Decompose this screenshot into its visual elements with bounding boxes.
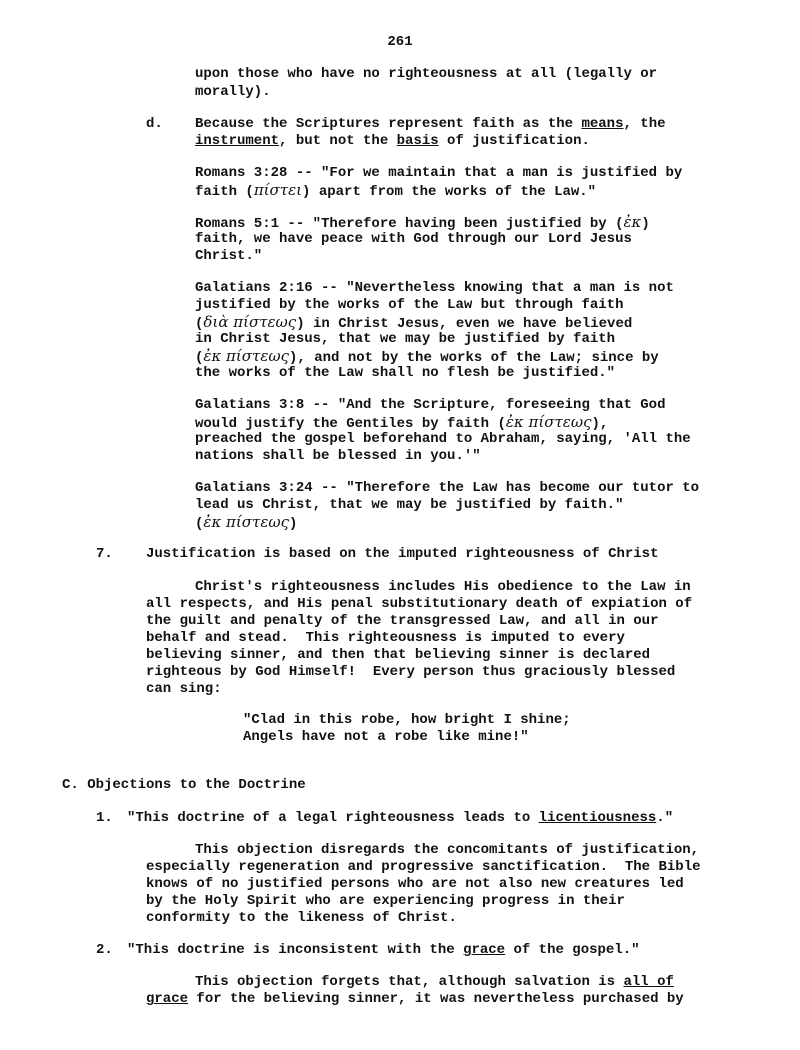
quote-line: (ἐκ πίστεως), and not by the works of the Law; since by [195,347,659,366]
paragraph-line: all respects, and His penal substitutionary death of expiation of [146,596,693,612]
greek-text: ἐκ πίστεως [505,413,592,431]
underlined-word: means [581,116,624,132]
quote-line: Romans 5:1 -- "Therefore having been justified by (ἐκ) [195,213,650,232]
quote-line: Galatians 3:24 -- "Therefore the Law has become our tutor to [195,480,700,496]
objection-marker-1: 1. [96,810,113,826]
underlined-word: all of [623,974,674,990]
paragraph-line: upon those who have no righteousness at all (legally or [195,66,658,82]
paragraph-line: behalf and stead. This righteousness is imputed to every [146,630,625,646]
quote-line: would justify the Gentiles by faith (ἐκ πίστεως), [195,413,609,432]
paragraph-line: grace for the believing sinner, it was nevertheless purchased by [146,991,684,1007]
greek-text: ἐκ πίστεως [203,347,290,365]
greek-text: διὰ πίστεως [203,313,297,331]
paragraph-line: believing sinner, and then that believing sinner is declared [146,647,651,663]
item-marker-7: 7. [96,546,113,562]
item-d-line: instrument, but not the basis of justification. [195,133,590,149]
quote-line: lead us Christ, that we may be justified by faith." [195,497,624,513]
objection-2-text: "This doctrine is inconsistent with the grace of the gospel." [127,942,640,958]
quote-line: faith (πίστει) apart from the works of the Law." [195,181,597,200]
quote-line: (διὰ πίστεως) in Christ Jesus, even we have believed [195,313,633,332]
page-number: 261 [387,34,413,50]
paragraph-line: This objection forgets that, although salvation is all of [195,974,674,990]
objection-1-text: "This doctrine of a legal righteousness leads to licentiousness." [127,810,674,826]
quote-line: in Christ Jesus, that we may be justified by faith [195,331,616,347]
item-d-line: Because the Scriptures represent faith as the means, the [195,116,666,132]
paragraph-line: This objection disregards the concomitants of justification, [195,842,700,858]
hymn-line: Angels have not a robe like mine!" [243,729,529,745]
paragraph-line: especially regeneration and progressive sanctification. The Bible [146,859,701,875]
quote-line: Galatians 2:16 -- "Nevertheless knowing that a man is not [195,280,674,296]
quote-line: the works of the Law shall no flesh be justified." [195,365,616,381]
paragraph-line: by the Holy Spirit who are experiencing progress in their [146,893,625,909]
quote-line: (ἐκ πίστεως) [195,513,298,532]
item-7-heading: Justification is based on the imputed righteousness of Christ [146,546,659,562]
greek-text: πίστει [253,181,303,199]
quote-line: Galatians 3:8 -- "And the Scripture, foreseeing that God [195,397,666,413]
quote-line: faith, we have peace with God through our Lord Jesus [195,231,632,247]
greek-text: ἐκ [623,213,642,231]
quote-line: preached the gospel beforehand to Abraham, saying, 'All the [195,431,691,447]
paragraph-line: the guilt and penalty of the transgressed Law, and all in our [146,613,659,629]
quote-line: Romans 3:28 -- "For we maintain that a man is justified by [195,165,683,181]
paragraph-line: can sing: [146,681,222,697]
section-heading: C. Objections to the Doctrine [62,777,306,793]
paragraph-line: righteous by God Himself! Every person thus graciously blessed [146,664,676,680]
paragraph-line: morally). [195,84,271,100]
quote-line: nations shall be blessed in you.'" [195,448,481,464]
underlined-word: licentiousness [538,810,657,826]
item-marker-d: d. [146,116,163,132]
underlined-word: grace [146,991,189,1007]
underlined-word: basis [396,133,439,149]
paragraph-line: Christ's righteousness includes His obedience to the Law in [195,579,691,595]
underlined-word: grace [463,942,506,958]
objection-marker-2: 2. [96,942,113,958]
paragraph-line: conformity to the likeness of Christ. [146,910,457,926]
paragraph-line: knows of no justified persons who are not also new creatures led [146,876,684,892]
quote-line: justified by the works of the Law but through faith [195,297,624,313]
quote-line: Christ." [195,248,263,264]
greek-text: ἐκ πίστεως [203,513,290,531]
hymn-line: "Clad in this robe, how bright I shine; [243,712,571,728]
underlined-word: instrument [195,133,280,149]
